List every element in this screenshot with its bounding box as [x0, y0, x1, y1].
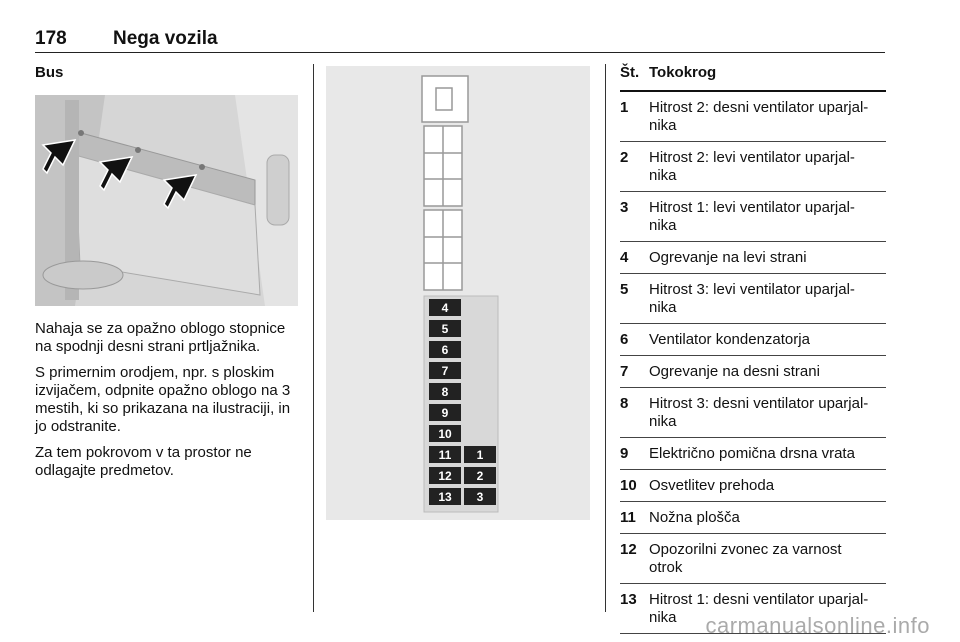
fuse-label: [464, 446, 496, 463]
table-row: [620, 502, 886, 534]
row-circuit: [649, 331, 886, 349]
row-circuit: [649, 281, 886, 317]
svg-text:12: 12: [438, 469, 452, 483]
fuse-label: [429, 488, 461, 505]
row-number: 12: [620, 541, 637, 558]
row-circuit: [649, 363, 886, 381]
fuse-label: [464, 467, 496, 484]
row-circuit: [649, 541, 886, 577]
svg-text:10: 10: [438, 427, 452, 441]
paragraph: S primernim orodjem, npr. s ploskim izvijačem, odpnite opažno oblogo na 3 mestih, ki so prikazana na ilustraciji, in jo odstranite.: [35, 364, 291, 435]
svg-text:9: 9: [441, 406, 449, 420]
fuse-label: [429, 404, 461, 421]
row-number: 11: [620, 509, 636, 526]
circuit-line: Hitrost 2: levi ventilator uparjal-: [649, 149, 855, 166]
circuit-line: Ogrevanje na levi strani: [649, 249, 807, 266]
paragraph: Nahaja se za opažno oblogo stopnice na spodnji desni strani prtljažnika.: [35, 320, 286, 355]
svg-text:11: 11: [438, 448, 452, 462]
circuit-line-continued: nika: [649, 413, 677, 430]
row-number: 3: [620, 199, 629, 216]
row-circuit: [649, 509, 886, 527]
row-number: 7: [620, 363, 629, 380]
trunk-trim-photo: [35, 95, 298, 306]
svg-text:5: 5: [441, 322, 449, 336]
circuit-table: [620, 64, 886, 634]
svg-text:13: 13: [438, 490, 452, 504]
circuit-line: Osvetlitev prehoda: [649, 477, 775, 494]
circuit-line: Ogrevanje na desni strani: [649, 363, 820, 380]
fuse-label: [429, 341, 461, 358]
table-row: [620, 274, 886, 324]
fuse-label: [429, 383, 461, 400]
row-number: 5: [620, 281, 629, 298]
table-row: [620, 534, 886, 584]
row-number: 4: [620, 249, 629, 266]
paragraph: Za tem pokrovom v ta prostor ne odlagajte predmetov.: [35, 444, 252, 479]
header-number: Št.: [620, 64, 640, 81]
row-number: 6: [620, 331, 629, 348]
watermark: carmanualsonline.info: [705, 613, 930, 638]
column-divider: [605, 64, 606, 612]
circuit-line: Hitrost 1: desni ventilator uparjal-: [649, 591, 869, 608]
row-circuit: [649, 395, 886, 431]
page-header: [35, 28, 885, 53]
fuse-label: [429, 467, 461, 484]
chapter-title: Nega vozila: [113, 28, 218, 49]
circuit-line-continued: nika: [649, 117, 677, 134]
circuit-line-continued: nika: [649, 167, 677, 184]
row-number: 13: [620, 591, 637, 608]
table-row: [620, 438, 886, 470]
table-row: [620, 192, 886, 242]
circuit-line: Električno pomična drsna vrata: [649, 445, 855, 462]
circuit-line: Hitrost 2: desni ventilator uparjal-: [649, 99, 869, 116]
row-number: 8: [620, 395, 629, 412]
left-column: [35, 64, 300, 488]
table-row: [620, 242, 886, 274]
table-row: [620, 142, 886, 192]
circuit-line: Opozorilni zvonec za varnost: [649, 541, 842, 558]
fuse-label: [429, 446, 461, 463]
table-header: [620, 64, 886, 92]
fuse-label: [429, 425, 461, 442]
row-circuit: [649, 149, 886, 185]
row-circuit: [649, 249, 886, 267]
header-circuit: Tokokrog: [649, 64, 717, 81]
section-title: Bus: [35, 64, 64, 81]
circuit-line-continued: nika: [649, 217, 677, 234]
table-row: [620, 356, 886, 388]
svg-text:1: 1: [476, 448, 484, 462]
table-row: [620, 470, 886, 502]
table-row: [620, 324, 886, 356]
row-number: 10: [620, 477, 637, 494]
row-circuit: [649, 477, 886, 495]
row-circuit: [649, 99, 886, 135]
circuit-line-continued: otrok: [649, 559, 683, 576]
circuit-line: Hitrost 1: levi ventilator uparjal-: [649, 199, 855, 216]
fuse-label: [429, 362, 461, 379]
circuit-line: Nožna plošča: [649, 509, 740, 526]
svg-text:8: 8: [441, 385, 449, 399]
svg-text:7: 7: [441, 364, 449, 378]
table-row: [620, 92, 886, 142]
circuit-line-continued: nika: [649, 299, 677, 316]
svg-text:3: 3: [476, 490, 484, 504]
fuse-label: [429, 320, 461, 337]
svg-text:6: 6: [441, 343, 449, 357]
table-row: [620, 388, 886, 438]
fuse-box-diagram: [326, 66, 590, 520]
fuse-label: [464, 488, 496, 505]
svg-text:4: 4: [441, 301, 449, 315]
row-number: 1: [620, 99, 629, 116]
circuit-line: Hitrost 3: levi ventilator uparjal-: [649, 281, 855, 298]
row-number: 2: [620, 149, 629, 166]
row-number: 9: [620, 445, 629, 462]
fuse-label: [429, 299, 461, 316]
circuit-line: Ventilator kondenzatorja: [649, 331, 810, 348]
circuit-line-continued: nika: [649, 609, 677, 626]
circuit-line: Hitrost 3: desni ventilator uparjal-: [649, 395, 869, 412]
row-circuit: [649, 445, 886, 463]
page-number: 178: [35, 28, 67, 49]
column-divider: [313, 64, 314, 612]
svg-text:2: 2: [476, 469, 484, 483]
row-circuit: [649, 199, 886, 235]
